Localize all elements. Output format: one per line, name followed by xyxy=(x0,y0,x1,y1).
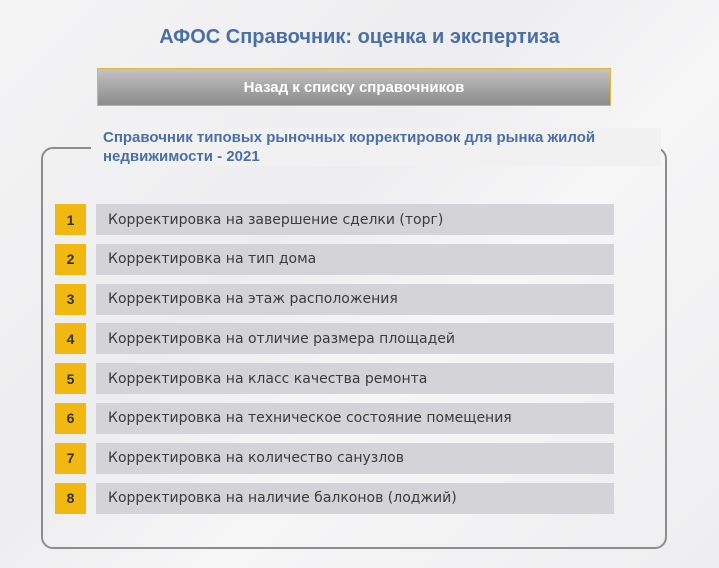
item-number: 3 xyxy=(55,284,86,315)
back-to-list-button[interactable]: Назад к списку справочников xyxy=(97,68,611,106)
list-item[interactable] xyxy=(55,403,614,434)
item-link[interactable]: Корректировка на наличие балконов (лоджий) xyxy=(96,483,614,514)
item-number: 7 xyxy=(55,443,86,474)
item-number: 4 xyxy=(55,323,86,354)
section-title: Справочник типовых рыночных корректировок для рынка жилой недвижимости - 2021 xyxy=(91,128,661,166)
item-link[interactable]: Корректировка на класс качества ремонта xyxy=(96,363,614,394)
list-item[interactable] xyxy=(55,363,614,394)
page-title: АФОС Справочник: оценка и экспертиза xyxy=(159,26,560,48)
item-number: 1 xyxy=(55,204,86,235)
item-link[interactable]: Корректировка на количество санузлов xyxy=(96,443,614,474)
item-link[interactable]: Корректировка на отличие размера площадей xyxy=(96,323,614,354)
list-item[interactable] xyxy=(55,323,614,354)
item-link[interactable]: Корректировка на тип дома xyxy=(96,244,614,275)
item-number: 8 xyxy=(55,483,86,514)
corrections-list xyxy=(55,204,614,522)
list-item[interactable] xyxy=(55,443,614,474)
list-item[interactable] xyxy=(55,483,614,514)
item-number: 2 xyxy=(55,244,86,275)
list-item[interactable] xyxy=(55,244,614,275)
item-number: 6 xyxy=(55,403,86,434)
item-link[interactable]: Корректировка на техническое состояние помещения xyxy=(96,403,614,434)
item-link[interactable]: Корректировка на завершение сделки (торг) xyxy=(96,204,614,235)
item-link[interactable]: Корректировка на этаж расположения xyxy=(96,284,614,315)
list-item[interactable] xyxy=(55,204,614,235)
list-item[interactable] xyxy=(55,284,614,315)
item-number: 5 xyxy=(55,363,86,394)
